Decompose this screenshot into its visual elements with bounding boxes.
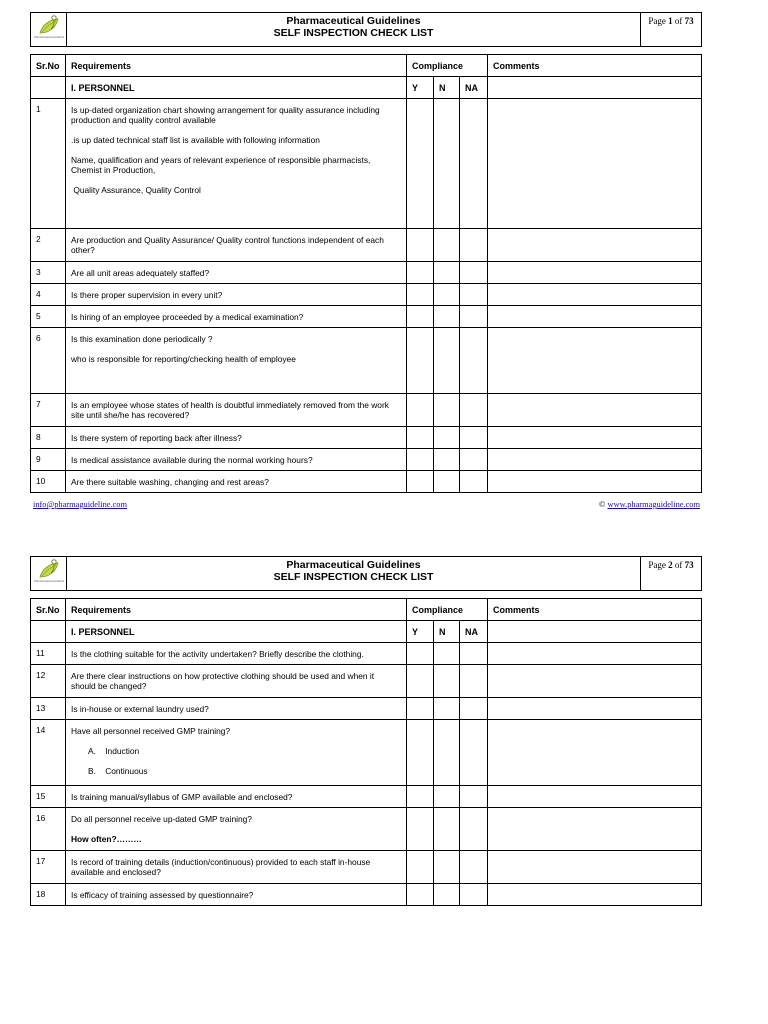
compliance-na-cell[interactable]: [460, 643, 488, 665]
col-comments: Comments: [488, 599, 702, 621]
compliance-y-cell[interactable]: [407, 851, 434, 884]
table-row: [31, 328, 702, 394]
compliance-n-cell[interactable]: [434, 328, 460, 394]
section-title: I. PERSONNEL: [66, 77, 407, 99]
row-srno: 13: [31, 698, 66, 720]
pharmaguideline-logo-icon: [34, 13, 64, 41]
comments-cell[interactable]: [488, 471, 702, 493]
compliance-na-cell[interactable]: [460, 328, 488, 394]
compliance-y-cell[interactable]: [407, 720, 434, 786]
compliance-n-cell[interactable]: [434, 720, 460, 786]
compliance-n-cell[interactable]: [434, 665, 460, 698]
footer-right: [599, 500, 700, 509]
comments-cell[interactable]: [488, 884, 702, 906]
compliance-n-cell[interactable]: [434, 786, 460, 808]
col-srno: Sr.No: [31, 55, 66, 77]
doc-title: SELF INSPECTION CHECK LIST: [273, 571, 434, 583]
compliance-na-cell[interactable]: [460, 808, 488, 851]
row-requirement: Is the clothing suitable for the activity undertaken? Briefly describe the clothing.: [66, 643, 407, 665]
footer-website-link[interactable]: www.pharmaguideline.com: [607, 500, 700, 509]
compliance-n-cell[interactable]: [434, 262, 460, 284]
compliance-na-cell[interactable]: [460, 229, 488, 262]
table-row: [31, 306, 702, 328]
table-row: [31, 284, 702, 306]
row-requirement: Do all personnel receive up-dated GMP training? How often?………: [66, 808, 407, 851]
compliance-y-cell[interactable]: [407, 394, 434, 427]
row-requirement: Is efficacy of training assessed by questionnaire?: [66, 884, 407, 906]
compliance-na-cell[interactable]: [460, 449, 488, 471]
compliance-n-cell[interactable]: [434, 884, 460, 906]
col-compliance: Compliance: [407, 55, 488, 77]
row-srno: 7: [31, 394, 66, 427]
logo-cell: [31, 557, 67, 591]
compliance-y-cell[interactable]: [407, 328, 434, 394]
compliance-y-cell[interactable]: [407, 449, 434, 471]
of-word: of: [674, 560, 683, 570]
row-requirement: Is in-house or external laundry used?: [66, 698, 407, 720]
page-header: [30, 556, 702, 591]
row-srno: 17: [31, 851, 66, 884]
col-requirements: Requirements: [66, 55, 407, 77]
row-srno: 5: [31, 306, 66, 328]
comments-cell[interactable]: [488, 284, 702, 306]
footer-email-link[interactable]: info@pharmaguideline.com: [33, 500, 127, 509]
row-srno: 8: [31, 427, 66, 449]
compliance-na-cell[interactable]: [460, 471, 488, 493]
logo-cell: [31, 13, 67, 47]
page-number: 2: [668, 560, 673, 570]
compliance-y-cell[interactable]: [407, 306, 434, 328]
copyright-icon: ©: [599, 500, 606, 509]
col-y: Y: [407, 77, 434, 99]
compliance-y-cell[interactable]: [407, 786, 434, 808]
compliance-n-cell[interactable]: [434, 284, 460, 306]
col-n: N: [434, 77, 460, 99]
row-srno: 18: [31, 884, 66, 906]
row-requirement: Is this examination done periodically ? who is responsible for reporting/checking health of employee: [66, 328, 407, 394]
table-row: [31, 786, 702, 808]
table-row: [31, 643, 702, 665]
table-row: [31, 720, 702, 786]
col-srno: Sr.No: [31, 599, 66, 621]
logo-caption: Pharmaceutical Guidelines: [33, 580, 64, 583]
compliance-y-cell[interactable]: [407, 698, 434, 720]
col-n: N: [434, 621, 460, 643]
row-srno: 14: [31, 720, 66, 786]
row-srno: 12: [31, 665, 66, 698]
org-name: Pharmaceutical Guidelines: [286, 15, 421, 27]
compliance-na-cell[interactable]: [460, 884, 488, 906]
table-row: [31, 471, 702, 493]
comments-cell[interactable]: [488, 262, 702, 284]
compliance-n-cell[interactable]: [434, 449, 460, 471]
row-srno: 2: [31, 229, 66, 262]
table-row: [31, 99, 702, 229]
doc-title: SELF INSPECTION CHECK LIST: [273, 27, 434, 39]
comments-cell[interactable]: [488, 643, 702, 665]
row-requirement: Is there system of reporting back after illness?: [66, 427, 407, 449]
org-name: Pharmaceutical Guidelines: [286, 559, 421, 571]
compliance-y-cell[interactable]: [407, 262, 434, 284]
row-srno: 6: [31, 328, 66, 394]
page-number-cell: [641, 557, 702, 591]
compliance-y-cell[interactable]: [407, 99, 434, 229]
compliance-n-cell[interactable]: [434, 99, 460, 229]
compliance-na-cell[interactable]: [460, 99, 488, 229]
section-row: [31, 77, 702, 99]
row-requirement: Are there suitable washing, changing and rest areas?: [66, 471, 407, 493]
page-word: Page: [648, 560, 666, 570]
comments-cell[interactable]: [488, 665, 702, 698]
compliance-na-cell[interactable]: [460, 786, 488, 808]
comments-cell[interactable]: [488, 394, 702, 427]
comments-cell[interactable]: [488, 306, 702, 328]
comments-cell[interactable]: [488, 851, 702, 884]
row-requirement: Are all unit areas adequately staffed?: [66, 262, 407, 284]
comments-cell[interactable]: [488, 328, 702, 394]
compliance-n-cell[interactable]: [434, 394, 460, 427]
compliance-n-cell[interactable]: [434, 643, 460, 665]
row-requirement: Is hiring of an employee proceeded by a medical examination?: [66, 306, 407, 328]
page-header: [30, 12, 702, 47]
section-title: I. PERSONNEL: [66, 621, 407, 643]
table-row: [31, 449, 702, 471]
compliance-n-cell[interactable]: [434, 306, 460, 328]
comments-cell[interactable]: [488, 229, 702, 262]
total-pages: 73: [684, 16, 694, 26]
row-requirement: Is an employee whose states of health is doubtful immediately removed from the work site until she/he has recovered?: [66, 394, 407, 427]
compliance-na-cell[interactable]: [460, 284, 488, 306]
row-srno: 3: [31, 262, 66, 284]
pharmaguideline-logo-icon: [34, 557, 64, 585]
row-requirement: Is training manual/syllabus of GMP available and enclosed?: [66, 786, 407, 808]
table-row: [31, 394, 702, 427]
comments-cell[interactable]: [488, 449, 702, 471]
table-header-row: [31, 55, 702, 77]
checklist-table: [30, 598, 702, 906]
comments-cell[interactable]: [488, 720, 702, 786]
compliance-y-cell[interactable]: [407, 229, 434, 262]
compliance-na-cell[interactable]: [460, 698, 488, 720]
table-row: [31, 698, 702, 720]
header-title-cell: [67, 13, 641, 47]
table-row: [31, 851, 702, 884]
table-row: [31, 427, 702, 449]
compliance-na-cell[interactable]: [460, 394, 488, 427]
row-srno: 11: [31, 643, 66, 665]
compliance-y-cell[interactable]: [407, 808, 434, 851]
table-row: [31, 665, 702, 698]
compliance-n-cell[interactable]: [434, 471, 460, 493]
compliance-na-cell[interactable]: [460, 306, 488, 328]
compliance-n-cell[interactable]: [434, 698, 460, 720]
row-requirement: Is medical assistance available during the normal working hours?: [66, 449, 407, 471]
table-row: [31, 808, 702, 851]
row-requirement: Are there clear instructions on how protective clothing should be used and when it should be changed?: [66, 665, 407, 698]
row-srno: 16: [31, 808, 66, 851]
of-word: of: [674, 16, 683, 26]
comments-cell[interactable]: [488, 698, 702, 720]
compliance-y-cell[interactable]: [407, 284, 434, 306]
row-srno: 9: [31, 449, 66, 471]
comments-cell[interactable]: [488, 99, 702, 229]
page-number: 1: [668, 16, 673, 26]
compliance-y-cell[interactable]: [407, 665, 434, 698]
page-2: [0, 544, 768, 1024]
comments-cell[interactable]: [488, 808, 702, 851]
col-na: NA: [460, 621, 488, 643]
col-comments: Comments: [488, 55, 702, 77]
total-pages: 73: [684, 560, 694, 570]
col-y: Y: [407, 621, 434, 643]
logo-caption: Pharmaceutical Guidelines: [33, 36, 64, 39]
section-row: [31, 621, 702, 643]
table-row: [31, 884, 702, 906]
compliance-n-cell[interactable]: [434, 808, 460, 851]
compliance-n-cell[interactable]: [434, 229, 460, 262]
table-header-row: [31, 599, 702, 621]
checklist-table: [30, 54, 702, 493]
comments-cell[interactable]: [488, 786, 702, 808]
row-requirement: Is there proper supervision in every unit?: [66, 284, 407, 306]
row-srno: 10: [31, 471, 66, 493]
compliance-na-cell[interactable]: [460, 720, 488, 786]
col-compliance: Compliance: [407, 599, 488, 621]
compliance-na-cell[interactable]: [460, 665, 488, 698]
row-requirement: Are production and Quality Assurance/ Quality control functions independent of each other?: [66, 229, 407, 262]
compliance-na-cell[interactable]: [460, 427, 488, 449]
compliance-y-cell[interactable]: [407, 884, 434, 906]
row-srno: 4: [31, 284, 66, 306]
page-footer: [33, 500, 700, 509]
row-srno: 15: [31, 786, 66, 808]
table-row: [31, 229, 702, 262]
compliance-y-cell[interactable]: [407, 643, 434, 665]
page-word: Page: [648, 16, 666, 26]
compliance-y-cell[interactable]: [407, 427, 434, 449]
header-title-cell: [67, 557, 641, 591]
row-requirement: Is record of training details (induction/continuous) provided to each staff in-house available and enclosed?: [66, 851, 407, 884]
compliance-na-cell[interactable]: [460, 262, 488, 284]
compliance-na-cell[interactable]: [460, 851, 488, 884]
row-requirement: Have all personnel received GMP training? A. Induction B. Continuous: [66, 720, 407, 786]
compliance-n-cell[interactable]: [434, 851, 460, 884]
compliance-n-cell[interactable]: [434, 427, 460, 449]
row-requirement: Is up-dated organization chart showing arrangement for quality assurance including production and quality control available .is up dated technical staff list is available with following information Name, qualification and years of relevant experience of responsible pharmacists, Chemist in Production, Quality Assurance, Quality Control: [66, 99, 407, 229]
compliance-y-cell[interactable]: [407, 471, 434, 493]
col-na: NA: [460, 77, 488, 99]
row-srno: 1: [31, 99, 66, 229]
col-requirements: Requirements: [66, 599, 407, 621]
comments-cell[interactable]: [488, 427, 702, 449]
page-number-cell: [641, 13, 702, 47]
table-row: [31, 262, 702, 284]
